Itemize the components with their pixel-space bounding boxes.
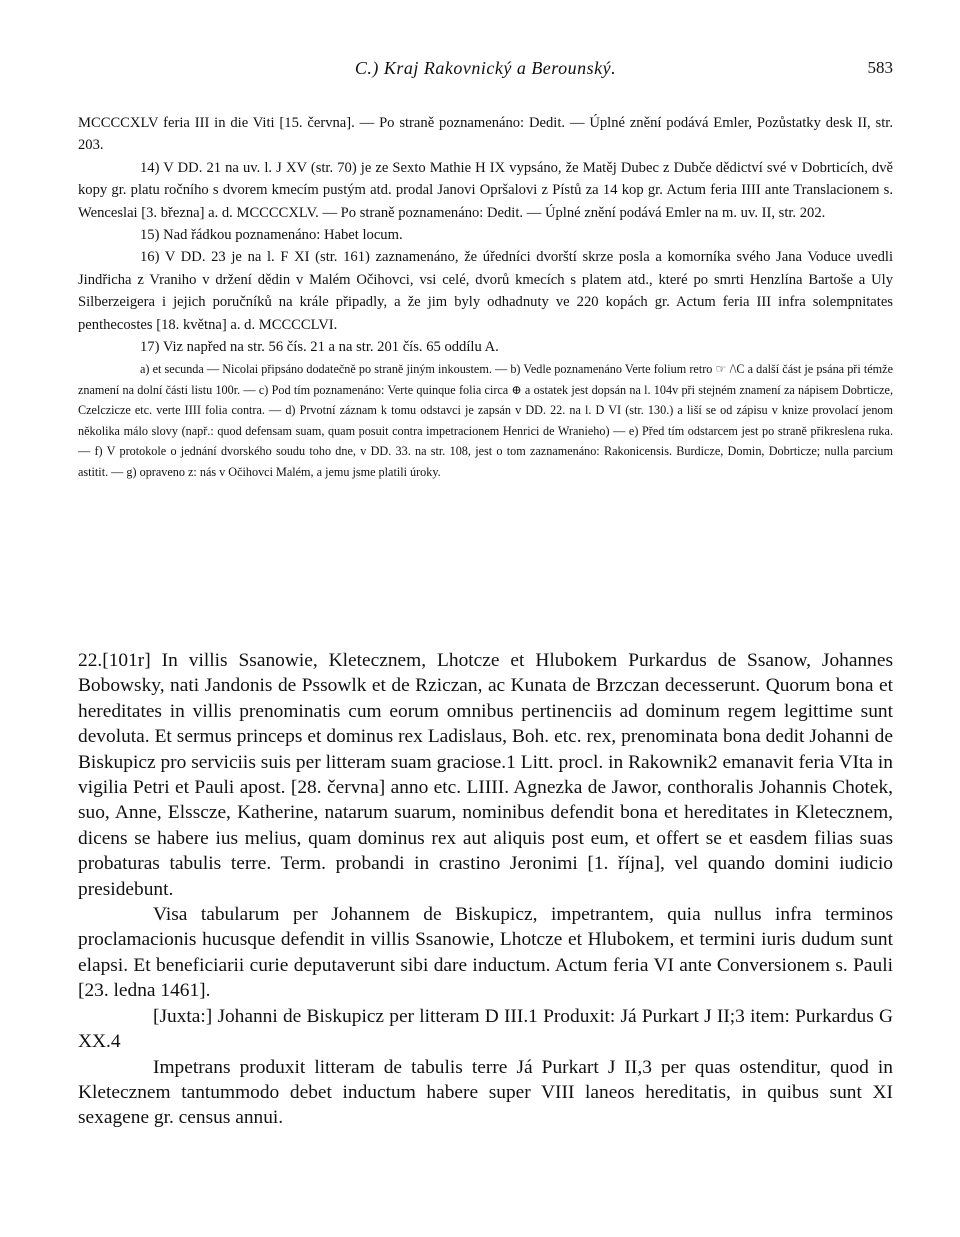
critical-apparatus-text: a) et secunda — Nicolai připsáno dodatečně po straně jiným inkoustem. — b) Vedle poznamenáno Verte folium retro ☞ /\C a další část je psána při témže znamení na dolní části listu 100r. — c) Pod tím poznamenáno: Verte quinque folia circa ⊕ a ostatek jest dopsán na l. 104v při stejném znamení za nápisem Dobrticze, Czelczicze etc. verte IIII folia contra. — d) Prvotní záznam k tomu odstavci je zapsán v DD. 22. na l. D VI (str. 130.) a liší se od zápisu v knize provolací jenom několika málo slovy (např.: quod defensam suam, quam posuit contra impetracionem Henrici de Wranieho) — e) Před tím odstarcem jest po straně přikreslena ruka. — f) V protokole o jednání dvorského soudu toho dne, v DD. 33. na str. 108, jest o tom zaznamenáno: Rakonicensis. Burdicze, Domin, Dobrticze; nulla parcium astitit. — g) opraveno z: nás v Očihovci Malém, a jemu jsme platili úroky.	[78, 362, 893, 479]
running-head-title: C.) Kraj Rakovnický a Berounský.	[354, 58, 617, 78]
footnote-15: 15) Nad řádkou poznamenáno: Habet locum.	[140, 227, 403, 244]
entry-paragraph-3: [Juxta:] Johanni de Biskupicz per litteram D III.1 Produxit: Já Purkart J II;3 item: Purkardus G XX.4	[78, 1005, 893, 1053]
footnote-17: 17) Viz napřed na str. 56 čís. 21 a na str. 201 čís. 65 oddílu A.	[140, 339, 499, 356]
critical-apparatus	[78, 359, 893, 481]
footnote-13-continuation: MCCCCXLV feria III in die Viti [15. června]. — Po straně poznamenáno: Dedit. — Úplné znění podává Emler, Pozůstatky desk II, str. 203.	[78, 115, 893, 154]
entry-paragraph-1: 22.[101r] In villis Ssanowie, Kletecznem, Lhotcze et Hlubokem Purkardus de Ssanow, Johannes Bobowsky, nati Jandonis de Pssowlk et de Rziczan, ac Kunata de Brzczan decesserunt. Quorum bona et hereditates in villis prenominatis cum eorum omnibus pertinenciis ad dominum regem legittime sunt devoluta. Et sermus princeps et dominus rex Ladislaus, Boh. etc. rex, prenominata bona dedit Johanni de Biskupicz pro serviciis suis per litteram suam graciose.1 Litt. procl. in Rakownik2 emanavit feria VIta in vigilia Petri et Pauli apost. [28. června] anno etc. LIIII. Agnezka de Jawor, conthoralis Johannis Chotek, suo, Anne, Elsscze, Katherine, natarum suarum, nominibus defendit bona et hereditates in Kletecznem, dicens se habere ius melius, quam dominus rex aut aliquis post eum, et offert se et easdem filias suas probaturas tabulis terre. Term. probandi in crastino Jeronimi [1. října], vel quando domini iudicio presidebunt.	[78, 650, 893, 900]
footnotes-section	[78, 112, 893, 482]
footnote-16: 16) V DD. 23 je na l. F XI (str. 161) zaznamenáno, že úředníci dvorští skrze posla a komorníka svého Jana Voduce uvedli Jindřicha z Vraniho v držení dědin v Malém Očihovci, vsi celé, dvorů kmecích s platem atd., které po smrti Henzlína Bartoše a Uly Silberzeigera i jejich poručníků na krále připadly, a že jim byly odhadnuty ve 220 kopách gr. Actum feria III infra solempnitates penthecostes [18. května] a. d. MCCCCLVI.	[78, 249, 893, 333]
page-number: 583	[867, 58, 893, 77]
main-entry-22	[78, 648, 893, 1131]
entry-paragraph-4: Impetrans produxit litteram de tabulis terre Já Purkart J II,3 per quas ostenditur, quod in Kletecznem tantummodo debet inductum habere super VIII laneos hereditatis, in quibus sunt XI sexagene gr. census annui.	[78, 1056, 893, 1129]
entry-paragraph-2: Visa tabularum per Johannem de Biskupicz, impetrantem, quia nullus infra terminos proclamacionis hucusque defendit in villis Ssanowie, Lhotcze et Hlubokem, et termini iuris dudum sunt elapsi. Et beneficiarii curie deputaverunt sibi dare inductum. Actum feria VI ante Conversionem s. Pauli [23. ledna 1461].	[78, 904, 893, 1002]
footnote-14: 14) V DD. 21 na uv. l. J XV (str. 70) je ze Sexto Mathie H IX vypsáno, že Matěj Dubec z Dubče dědictví své v Dobrticích, dvě kopy gr. platu ročního s dvorem kmecím pustým atd. prodal Janovi Opršalovi z Pístů za 14 kop gr. Actum feria IIII ante Translacionem s. Wenceslai [3. března] a. d. MCCCCXLV. — Po straně poznamenáno: Dedit. — Úplné znění podává Emler na m. uv. II, str. 202.	[78, 159, 893, 221]
running-head	[78, 58, 893, 84]
